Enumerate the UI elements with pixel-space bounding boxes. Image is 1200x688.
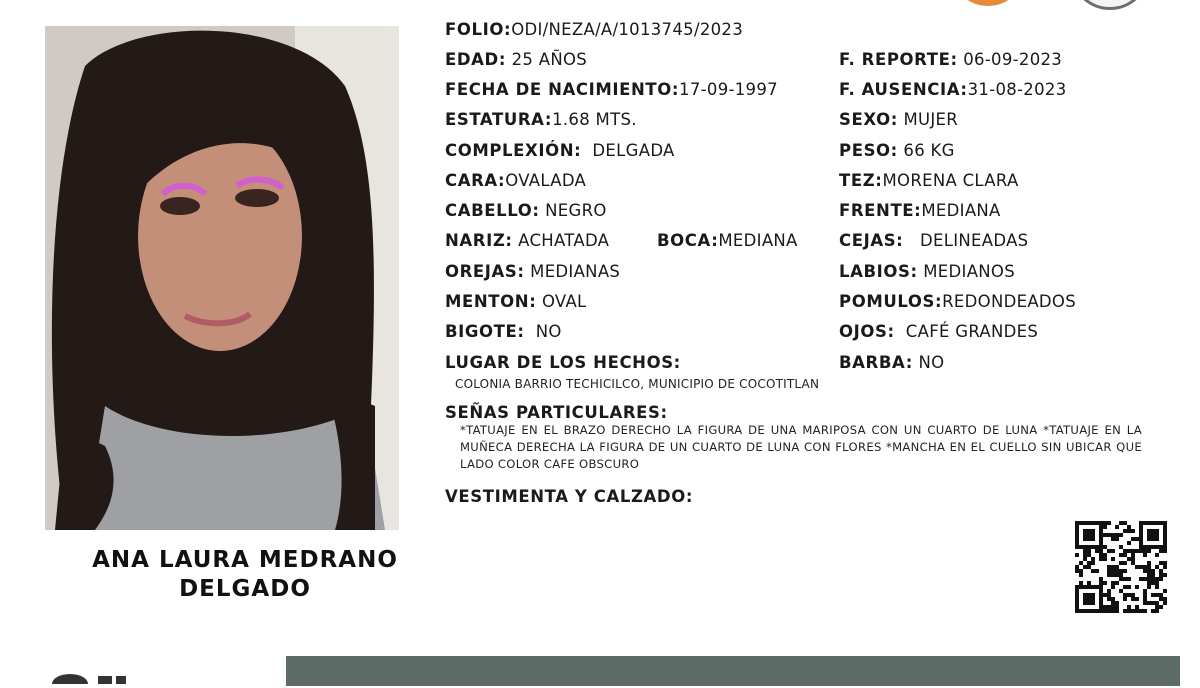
folio-value: ODI/NEZA/A/1013745/2023: [511, 20, 744, 39]
cara-label: CARA:: [445, 171, 506, 190]
ausencia-label: F. AUSENCIA:: [839, 80, 968, 99]
folio-row: [445, 20, 743, 39]
vestimenta-label: VESTIMENTA Y CALZADO:: [445, 487, 694, 506]
barba-row: [839, 353, 944, 372]
lugar-value: COLONIA BARRIO TECHICILCO, MUNICIPIO DE COCOTITLAN: [455, 377, 820, 391]
agency-header: [30, 0, 138, 1]
frente-label: FRENTE:: [839, 201, 922, 220]
ojos-value: CAFÉ GRANDES: [905, 322, 1039, 341]
seal-logo-icon: [1070, 0, 1150, 10]
ojos-row: [839, 322, 1038, 341]
bigote-label: BIGOTE:: [445, 322, 525, 341]
bigote-value: NO: [535, 322, 562, 341]
cabello-label: CABELLO:: [445, 201, 540, 220]
cejas-row: [839, 231, 1028, 250]
lugar-label: LUGAR DE LOS HECHOS:: [445, 353, 681, 372]
footer-logo-icon: [40, 664, 160, 684]
cabello-value: NEGRO: [545, 201, 607, 220]
menton-value: OVAL: [541, 292, 587, 311]
peso-value: 66 KG: [903, 141, 955, 160]
frente-row: [839, 201, 1001, 220]
boca-value: MEDIANA: [718, 231, 798, 250]
complexion-row: [445, 141, 675, 160]
complexion-value: DELGADA: [592, 141, 675, 160]
labios-row: [839, 262, 1015, 281]
person-name-line2: DELGADO: [179, 576, 311, 602]
barba-label: BARBA:: [839, 353, 913, 372]
lugar-row: [445, 353, 681, 372]
person-name: [60, 546, 430, 604]
estatura-row: [445, 110, 637, 129]
cara-row: [445, 171, 586, 190]
frente-value: MEDIANA: [921, 201, 1001, 220]
nacimiento-label: FECHA DE NACIMIENTO:: [445, 80, 680, 99]
reporte-label: F. REPORTE:: [839, 50, 958, 69]
person-photo: [45, 26, 399, 530]
peso-row: [839, 141, 955, 160]
tez-row: [839, 171, 1019, 190]
boca-row: [657, 231, 798, 250]
menton-label: MENTON:: [445, 292, 537, 311]
cejas-value: DELINEADAS: [920, 231, 1029, 250]
cejas-label: CEJAS:: [839, 231, 904, 250]
pomulos-value: REDONDEADOS: [942, 292, 1076, 311]
sexo-value: MUJER: [903, 110, 959, 129]
nariz-label: NARIZ:: [445, 231, 513, 250]
tez-value: MORENA CLARA: [882, 171, 1019, 190]
nacimiento-value: 17-09-1997: [679, 80, 778, 99]
orange-logo-icon: [950, 0, 1026, 6]
labios-value: MEDIANOS: [923, 262, 1015, 281]
pomulos-label: POMULOS:: [839, 292, 943, 311]
tez-label: TEZ:: [839, 171, 883, 190]
orejas-label: OREJAS:: [445, 262, 525, 281]
vestimenta-row: [445, 487, 693, 506]
footer-band: [286, 656, 1180, 686]
person-name-line1: ANA LAURA MEDRANO: [92, 547, 398, 573]
senas-row: [445, 403, 668, 422]
qr-code-icon[interactable]: [1075, 521, 1167, 613]
senas-value: *TATUAJE EN EL BRAZO DERECHO LA FIGURA DE UNA MARIPOSA CON UN CUARTO DE LUNA *TATUAJE EN LA MUÑECA DERECHA LA FIGURA DE UN CUARTO DE LUNA CON FLORES *MANCHA EN EL CUELLO SIN UBICAR QUE LADO COLOR CAFE OBSCURO: [460, 423, 1142, 471]
edad-label: EDAD:: [445, 50, 507, 69]
complexion-label: COMPLEXIÓN:: [445, 141, 582, 160]
nariz-value: ACHATADA: [518, 231, 610, 250]
nariz-row: [445, 231, 609, 250]
orejas-row: [445, 262, 620, 281]
senas-label: SEÑAS PARTICULARES:: [445, 403, 668, 422]
labios-label: LABIOS:: [839, 262, 918, 281]
ausencia-value: 31-08-2023: [967, 80, 1067, 99]
nacimiento-row: [445, 80, 778, 99]
edad-row: [445, 50, 587, 69]
bigote-row: [445, 322, 562, 341]
boca-label: BOCA:: [657, 231, 719, 250]
barba-value: NO: [918, 353, 945, 372]
sexo-label: SEXO:: [839, 110, 898, 129]
sexo-row: [839, 110, 958, 129]
reporte-value: 06-09-2023: [963, 50, 1063, 69]
cabello-row: [445, 201, 607, 220]
orejas-value: MEDIANAS: [530, 262, 621, 281]
folio-label: FOLIO:: [445, 20, 512, 39]
cara-value: OVALADA: [505, 171, 587, 190]
estatura-value: 1.68 MTS.: [552, 110, 637, 129]
pomulos-row: [839, 292, 1076, 311]
estatura-label: ESTATURA:: [445, 110, 553, 129]
reporte-row: [839, 50, 1062, 69]
peso-label: PESO:: [839, 141, 898, 160]
ojos-label: OJOS:: [839, 322, 895, 341]
menton-row: [445, 292, 587, 311]
ausencia-row: [839, 80, 1067, 99]
edad-value: 25 AÑOS: [511, 50, 588, 69]
